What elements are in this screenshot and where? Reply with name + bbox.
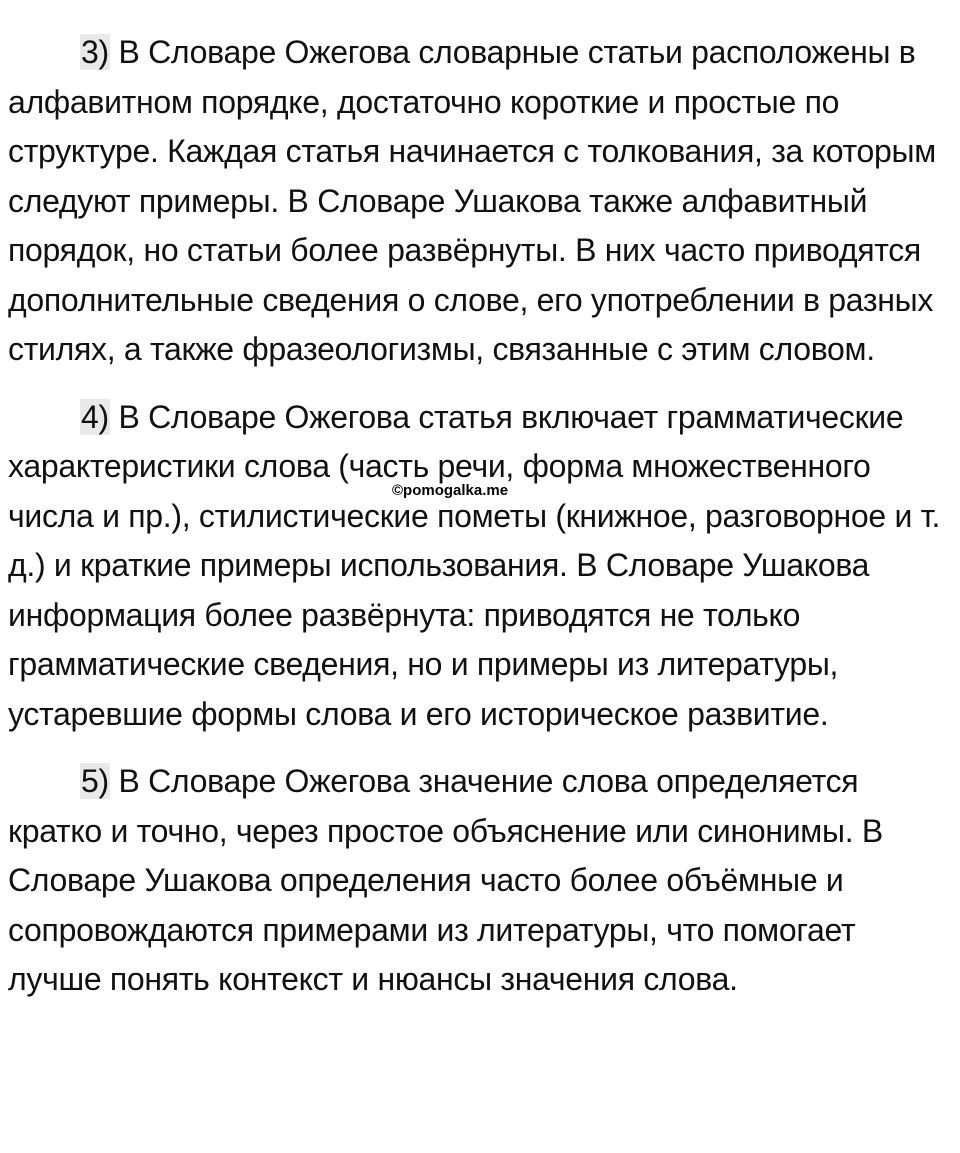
paragraph-5 (8, 757, 952, 1005)
watermark: ©pomogalka.me (392, 482, 509, 499)
item-number: 5) (81, 763, 109, 799)
item-number: 3) (81, 34, 109, 70)
paragraph-text: В Словаре Ожегова значение слова определяется кратко и точно, через простое объяснение или синонимы. В Словаре Ушакова определения часто более объёмные и сопровождаются примерами из литературы, что помогает лучше понять контекст и нюансы значения слова. (8, 763, 883, 997)
paragraph-text: В Словаре Ожегова словарные статьи расположены в алфавитном порядке, достаточно короткие и простые по структуре. Каждая статья начинается с толкования, за которым следуют примеры. В Словаре Ушакова также алфавитный порядок, но статьи более развёрнуты. В них часто приводятся дополнительные сведения о слове, его употреблении в разных стилях, а также фразеологизмы, связанные с этим словом. (8, 34, 936, 367)
item-number: 4) (81, 398, 109, 435)
paragraph-4 (8, 393, 952, 740)
paragraph-3 (8, 28, 952, 375)
paragraph-text: В Словаре Ожегова статья включает грамматические характеристики слова (часть речи, форма множественного числа и пр.), стилистические пометы (книжное, разговорное и т. д.) и краткие примеры использования. В Словаре Ушакова информация более развёрнута: приводятся не только грамматические сведения, но и примеры из литературы, устаревшие формы слова и его историческое развитие. (8, 398, 941, 732)
document-body (8, 28, 952, 1023)
